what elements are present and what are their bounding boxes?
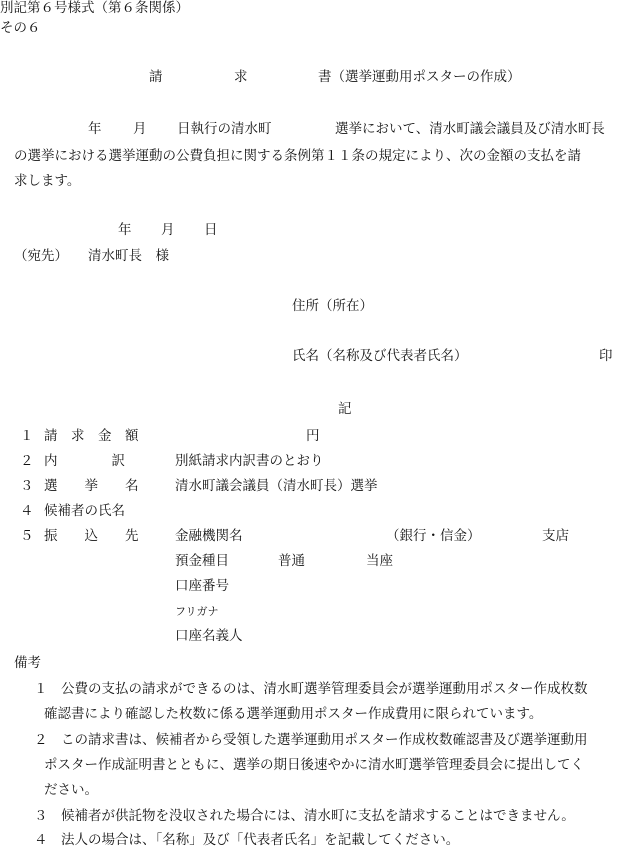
note4-num: ４ <box>34 832 48 848</box>
form-label: 別記第６号様式（第６条関係） <box>0 0 189 16</box>
intro-day-exec: 日執行の清水町 <box>177 121 272 137</box>
account-type-touza: 当座 <box>366 553 393 569</box>
intro-line2: の選挙における選挙運動の公費負担に関する条例第１１条の規定により、次の金額の支払を請 <box>14 148 581 164</box>
item1-label: 請 求 金 額 <box>44 428 139 444</box>
note4-line1: 法人の場合は、「名称」及び「代表者氏名」を記載してください。 <box>61 832 460 848</box>
addressee-label: （宛先） <box>14 248 68 264</box>
account-type-futsuu: 普通 <box>278 553 305 569</box>
account-type-label: 預金種目 <box>175 553 229 569</box>
bank-label: 金融機関名 <box>175 528 243 544</box>
title-part-1: 請 <box>149 69 163 85</box>
note1-num: １ <box>34 681 48 697</box>
date-year: 年 <box>118 222 132 238</box>
furigana-label: フリガナ <box>175 605 219 618</box>
variant-label: その６ <box>0 20 41 36</box>
bank-types: （銀行・信金） <box>386 528 481 544</box>
intro-month: 月 <box>133 121 147 137</box>
item3-value: 清水町議会議員（清水町長）選挙 <box>175 478 378 494</box>
ki-heading: 記 <box>338 401 352 417</box>
item4-label: 候補者の氏名 <box>44 503 125 519</box>
note2-line2: ポスター作成証明書とともに、選挙の期日後速やかに清水町選挙管理委員会に提出してく <box>44 757 584 773</box>
name-label: 氏名（名称及び代表者氏名） <box>292 348 468 364</box>
item2-value: 別紙請求内訳書のとおり <box>175 453 324 469</box>
intro-line1-rest: 選挙において、清水町議会議員及び清水町長 <box>335 121 605 137</box>
note3-num: ３ <box>34 808 48 824</box>
note2-num: ２ <box>34 732 48 748</box>
item5-num: ５ <box>20 528 34 544</box>
seal-mark: 印 <box>599 348 613 364</box>
notes-heading: 備考 <box>14 655 41 671</box>
item1-num: １ <box>20 428 34 444</box>
item2-num: ２ <box>20 453 34 469</box>
date-month: 月 <box>161 222 175 238</box>
item5-label: 振 込 先 <box>44 528 139 544</box>
note2-line3: ださい。 <box>44 782 98 798</box>
addressee-name: 清水町長 様 <box>88 248 169 264</box>
intro-line3: 求します。 <box>14 173 81 189</box>
item3-num: ３ <box>20 478 34 494</box>
branch-label: 支店 <box>542 528 569 544</box>
item3-label: 選 挙 名 <box>44 478 139 494</box>
title-part-2: 求 <box>234 69 248 85</box>
item1-unit: 円 <box>306 428 320 444</box>
title-part-3: 書（選挙運動用ポスターの作成） <box>318 69 521 85</box>
note1-line2: 確認書により確認した枚数に係る選挙運動用ポスター作成費用に限られています。 <box>44 706 543 722</box>
note2-line1: この請求書は、候補者から受領した選挙運動用ポスター作成枚数確認書及び選挙運動用 <box>61 732 588 748</box>
account-number-label: 口座番号 <box>175 578 229 594</box>
note1-line1: 公費の支払の請求ができるのは、清水町選挙管理委員会が選挙運動用ポスター作成枚数 <box>61 681 588 697</box>
item2-label: 内 訳 <box>44 453 125 469</box>
date-day: 日 <box>204 222 218 238</box>
note3-line1: 候補者が供託物を没収された場合には、清水町に支払を請求することはできません。 <box>61 808 575 824</box>
address-label: 住所（所在） <box>292 298 373 314</box>
item4-num: ４ <box>20 503 34 519</box>
intro-year: 年 <box>88 121 102 137</box>
account-holder-label: 口座名義人 <box>175 628 243 644</box>
